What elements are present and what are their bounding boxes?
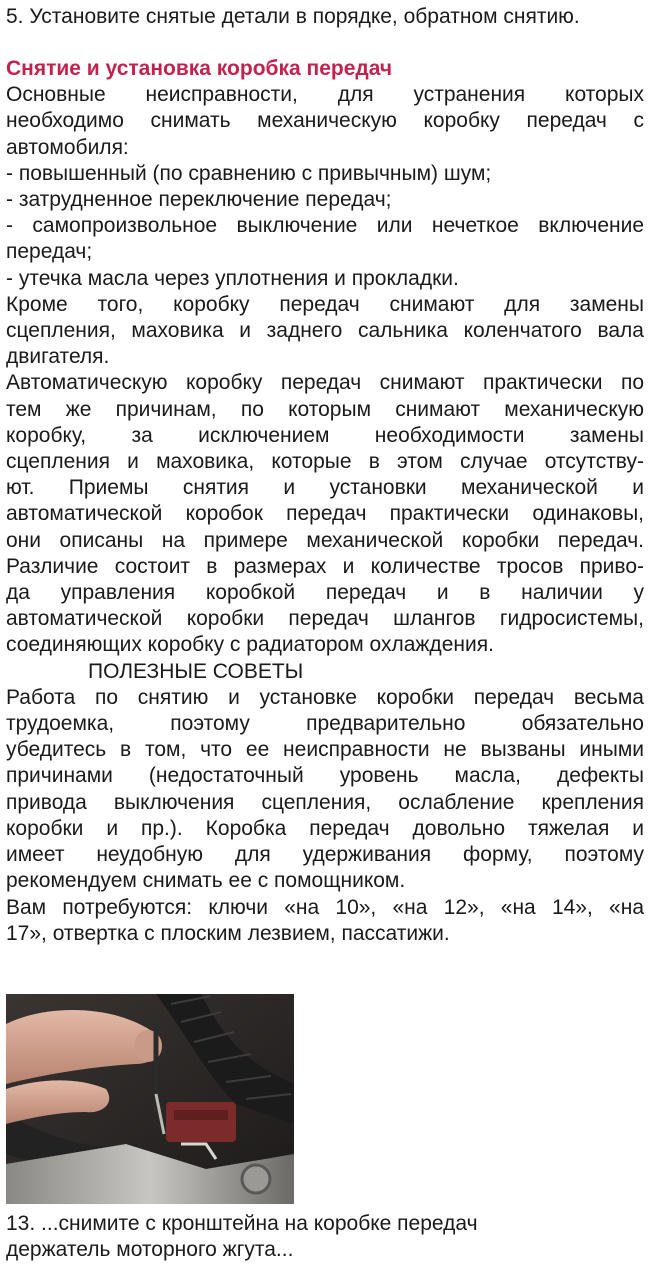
- text-line: они описаны на примере механической коробки передач.: [6, 528, 644, 552]
- paragraph-automatic: [6, 370, 644, 658]
- section-title: Снятие и установка коробка передач: [6, 57, 393, 81]
- caption-line: держатель моторного жгута...: [6, 1238, 294, 1262]
- text-line: коробку, за исключением необходимости замены: [6, 423, 644, 447]
- text-line: имеет неудобную для удерживания форму, поэтому: [6, 843, 644, 867]
- text-line: соединяющих коробку с радиатором охлаждения.: [6, 633, 494, 657]
- tips-title: ПОЛЕЗНЫЕ СОВЕТЫ: [88, 659, 304, 683]
- text-line: сцепления и маховика, которые в этом случае отсутству-: [6, 450, 644, 474]
- paragraph-tools: [6, 895, 644, 947]
- text-line: причинами (недостаточный уровень масла, дефекты: [6, 764, 644, 788]
- document-page: [6, 4, 644, 947]
- text-line: ют. Приемы снятия и установки механической и: [6, 476, 644, 500]
- text-line: 17», отвертка с плоским лезвием, пассатижи.: [6, 921, 450, 945]
- caption-line: 13. ...снимите с кронштейна на коробке передач: [6, 1212, 478, 1235]
- paragraph-clutch: [6, 292, 644, 371]
- text-line: - утечка масла через уплотнения и прокладки.: [6, 266, 459, 290]
- text-line: убедитесь в том, что ее неисправности не вызваны иными: [6, 738, 644, 762]
- text-line: сцепления, маховика и заднего сальника коленчатого вала: [6, 319, 644, 343]
- text-line: Кроме того, коробку передач снимают для замены: [6, 292, 644, 316]
- text-line: - повышенный (по сравнению с привычным) шум;: [6, 161, 492, 185]
- engine-photo: [6, 994, 294, 1204]
- text-line: Основные неисправности, для устранения которых: [6, 83, 644, 107]
- text-line: рекомендуем снимать ее с помощником.: [6, 869, 406, 893]
- paragraph-tips: [6, 685, 644, 895]
- photo-caption: [6, 1211, 644, 1263]
- paragraph-faults: [6, 82, 644, 292]
- text-line: Различие состоит в размерах и количестве тросов приво-: [6, 554, 644, 578]
- text-line: - затрудненное переключение передач;: [6, 188, 392, 212]
- text-line: трудоемка, поэтому предварительно обязательно: [6, 712, 644, 736]
- text-line: тем же причинам, по которым снимают механическую: [6, 397, 644, 421]
- text-line: Работа по снятию и установке коробки передач весьма: [6, 685, 644, 709]
- text-line: автоматической коробки передач шлангов гидросистемы,: [6, 607, 644, 631]
- text-line: привода выключения сцепления, ослабление крепления: [6, 790, 644, 814]
- text-line: автомобиля:: [6, 135, 129, 159]
- text-line: передач;: [6, 240, 93, 264]
- spacer: [6, 30, 644, 56]
- text-line: двигателя.: [6, 345, 110, 369]
- text-line: автоматической коробок передач практически одинаковы,: [6, 502, 644, 526]
- text-line: Автоматическую коробку передач снимают практически по: [6, 371, 644, 395]
- text-line: Вам потребуются: ключи «на 10», «на 12», «на 14», «на: [6, 895, 644, 919]
- text-line: - самопроизвольное выключение или нечеткое включение: [6, 214, 644, 238]
- text-line: коробки и пр.). Коробка передач довольно тяжелая и: [6, 816, 644, 840]
- text-line: необходимо снимать механическую коробку передач с: [6, 109, 644, 133]
- text-line: да управления коробкой передач и в наличии у: [6, 581, 644, 605]
- step-5-text: 5. Установите снятые детали в порядке, обратном снятию.: [6, 5, 580, 28]
